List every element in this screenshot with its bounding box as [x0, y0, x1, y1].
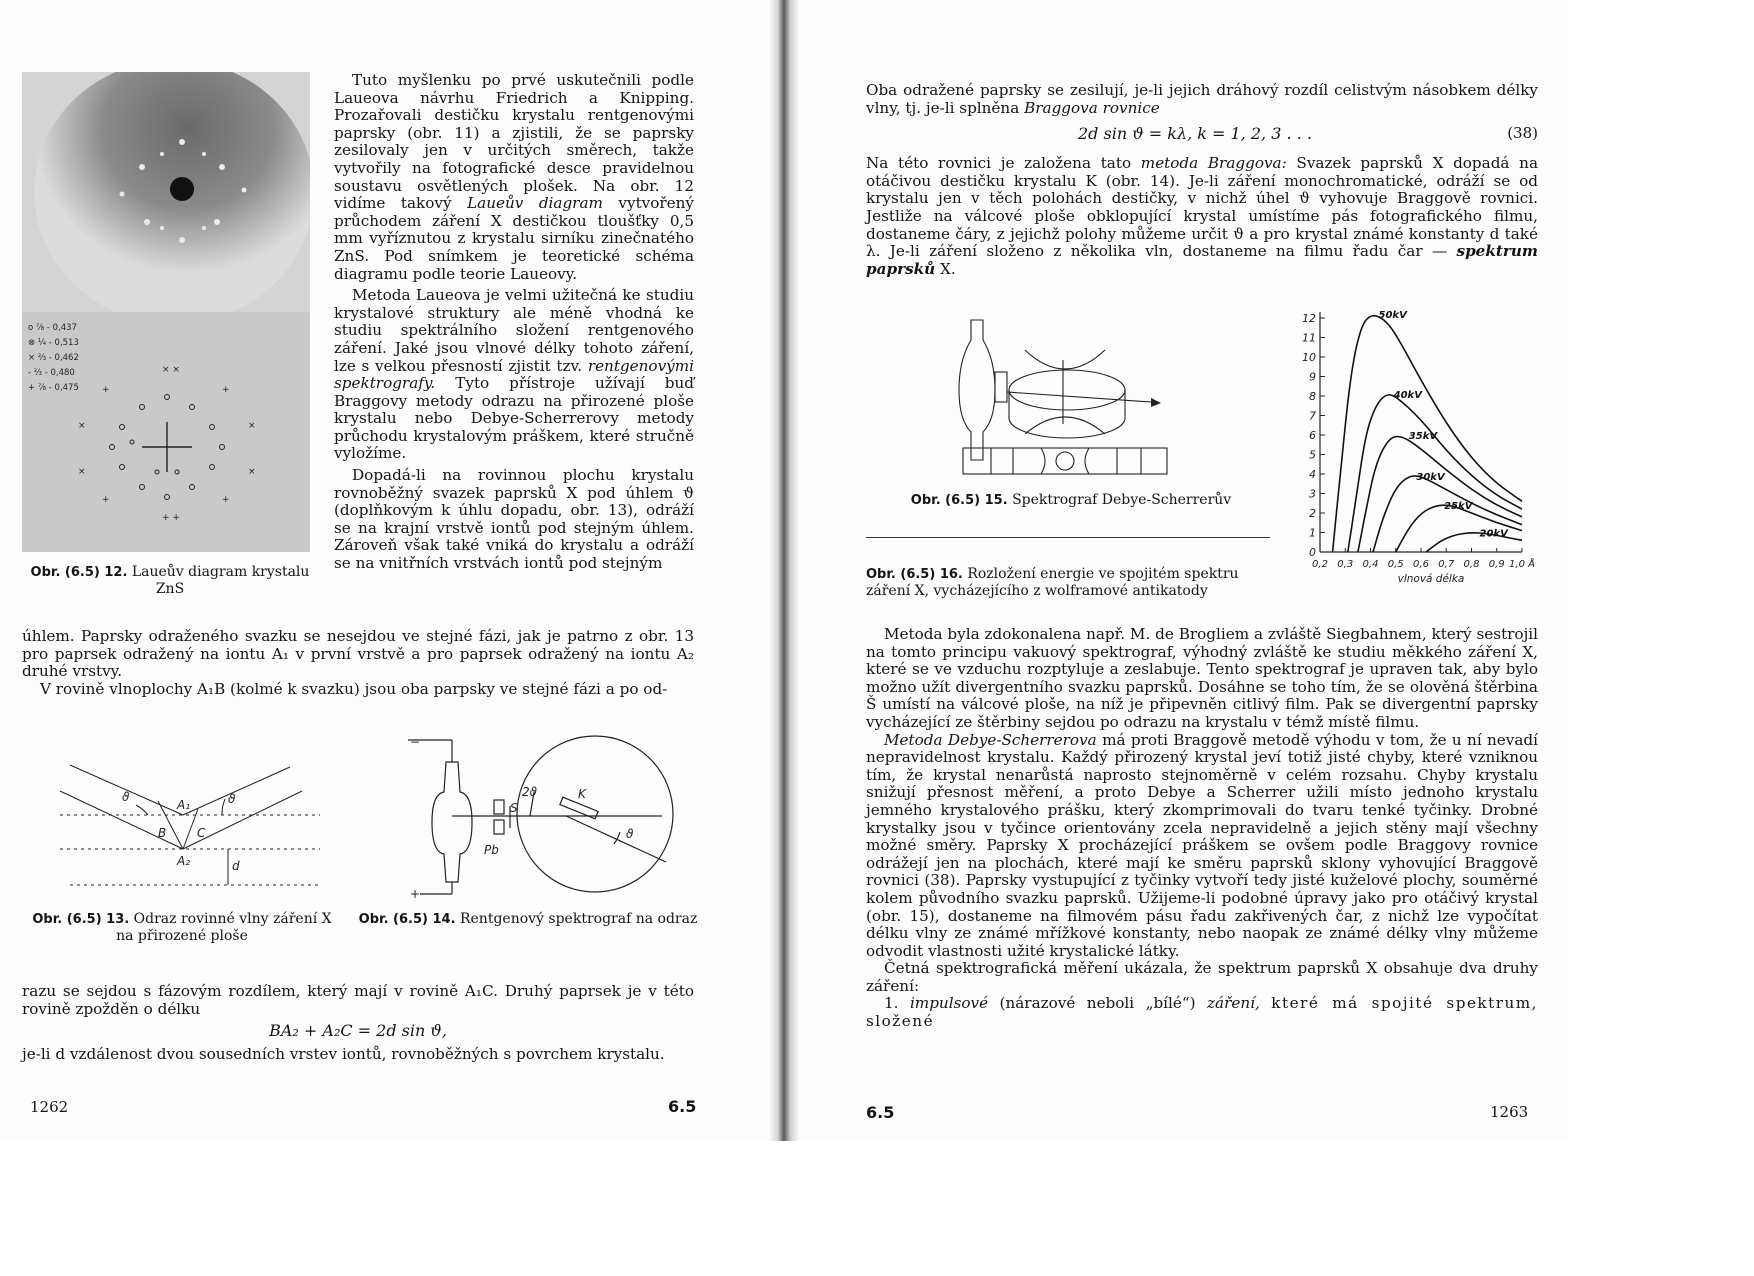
fig16-caption — [866, 566, 1286, 599]
caption-text: Odraz rovinné vlny záření X na přirozené ploše — [116, 911, 332, 944]
series-label: 20kV — [1479, 528, 1508, 540]
series-label: 40kV — [1393, 390, 1422, 402]
caption-text: Rozložení energie ve spojitém spektru záření X, vycházejícího z wolframové antikatody — [866, 566, 1239, 599]
paragraph: 1. impulsové (nárazové neboli „bílé“) záření, které má spojité spektrum, složené — [866, 994, 1539, 1031]
y-tick-label: 7 — [1309, 409, 1316, 423]
energy-spectrum-chart — [1290, 300, 1540, 600]
paragraph: Metoda Debye-Scherrerova má proti Braggově metodě výhodu v tom, že u ní nevadí nepravidelnost krystalu. Každý přirozený krystal jeví totiž jisté chyby, které vzniknou tím, že krystal nenarůstá naprosto stejnoměrně v celém rozsahu. Chyby krystalu snižují přesnost měření, a proto Debye a Scherrer užili místo jednoho krystalu jemného krystalového prášku, který zkomprimovali do tvaru tenké tyčinky. Drobné krystalky jsou v tyčince orientovány zcela nepravidelně a jejich stěny mají všechny možné směry. Paprsky X procházející práškem se ovšem podle Braggovy rovnice odrážejí jen na plochách, které mají ke směru paprsků sklony vyhovující Braggově rovnici (38). Paprsky vystupující z tyčinky vytvoří tedy jisté kuželové plochy, souměrné kolem původního svazku paprsků. Užijeme-li podobné úpravy jako pro otáčivý krystal (obr. 15), dostaneme na filmovém pásu řadu zakřivených čar, z nichž lze vypočítat délku vlny ze známé mřížkové konstanty, nebo naopak ze známé délky vlny můžeme odvodit vlastnosti užité krystalické látky. — [866, 730, 1539, 960]
svg-text:×: × — [248, 467, 256, 477]
svg-text:+ +: + + — [162, 513, 180, 523]
x-tick-label: 0,5 — [1387, 559, 1404, 570]
x-tick-label: 0,7 — [1438, 559, 1455, 570]
svg-text:+: + — [102, 385, 110, 395]
caption-label: Obr. (6.5) 15. — [910, 493, 1008, 508]
fig15-diagram — [955, 310, 1175, 480]
point-a1-label: A₁ — [177, 798, 191, 812]
left-column-text — [334, 72, 694, 573]
right-top-text — [866, 82, 1538, 278]
svg-text:×: × — [78, 467, 86, 477]
lead-shield-label: Pb — [484, 843, 499, 857]
svg-text:×: × — [78, 421, 86, 431]
bragg-equation: 2d sin ϑ = kλ, k = 1, 2, 3 . . . — [1078, 124, 1312, 144]
paragraph: Dopadá-li na rovinnou plochu krystalu rovnoběžný svazek paprsků X pod úhlem ϑ (doplňkovým k úhlu dopadu, obr. 13), odráží se na krajní vrstvě iontů pod stejným úhlem. Zároveň však také vniká do krystalu a odráží se na vnitřních vrstvách iontů pod stejným — [334, 466, 694, 573]
equation-number: (38) — [1507, 124, 1538, 143]
theta-label: ϑ — [122, 790, 130, 804]
laue-photograph — [22, 72, 310, 552]
minus-terminal-label: − — [410, 735, 421, 749]
caption-label: Obr. (6.5) 12. — [30, 565, 128, 580]
caption-label: Obr. (6.5) 14. — [358, 912, 456, 927]
distance-d-label: d — [232, 859, 240, 873]
y-tick-label: 1 — [1309, 526, 1316, 540]
fig13-diagram — [40, 745, 340, 900]
point-b-label: B — [158, 826, 167, 840]
left-full-text — [22, 628, 694, 698]
svg-text:×: × — [248, 421, 256, 431]
x-tick-label: 0,3 — [1337, 559, 1354, 570]
x-tick-label: 0,8 — [1463, 559, 1480, 570]
y-tick-label: 5 — [1309, 448, 1316, 462]
equation-row — [866, 123, 1538, 149]
caption-divider — [866, 537, 1270, 538]
section-number: 6.5 — [668, 1097, 697, 1116]
legend-entry: ⊗ ¼ - 0,513 — [28, 338, 79, 348]
book-spine — [768, 0, 800, 1141]
y-tick-label: 10 — [1302, 351, 1316, 364]
series-label: 50kV — [1378, 310, 1407, 322]
svg-text:+: + — [102, 495, 110, 505]
y-tick-label: 11 — [1302, 331, 1316, 345]
point-c-label: C — [197, 826, 206, 840]
x-tick-label: 1,0 Å — [1509, 559, 1535, 570]
series-label: 25kV — [1444, 501, 1473, 513]
fig15-caption — [866, 492, 1276, 509]
page-number: 1262 — [30, 1098, 69, 1116]
caption-text: Laueův diagram krystalu ZnS — [131, 564, 310, 597]
fig14-caption — [358, 911, 698, 928]
x-tick-label: 0,4 — [1362, 559, 1379, 570]
y-tick-label: 2 — [1309, 507, 1316, 520]
fig13-caption — [22, 911, 342, 944]
y-tick-label: 4 — [1309, 468, 1316, 481]
x-axis-label: vlnová délka — [1397, 573, 1465, 585]
legend-entry: × ⅔ - 0,462 — [28, 353, 79, 363]
series-label: 35kV — [1408, 431, 1438, 442]
caption-text: Spektrograf Debye-Scherrerův — [1012, 492, 1232, 508]
legend-entry: - ⅔ - 0,480 — [28, 368, 75, 378]
series-label: 30kV — [1416, 471, 1445, 483]
paragraph: Tuto myšlenku po prvé uskutečnili podle Laueova návrhu Friedrich a Knipping. Prozařovali destičku krystalu rentgenovými paprsky (obr. 11) a zjistili, že se paprsky zesilovaly jen v určitých směrech, takže vytvořily na fotografické desce pravidelnou soustavu osvětlených plošek. Na obr. 12 vidíme takový Laueův diagram vytvořený průchodem záření X destičkou tloušťky 0,5 mm vyříznutou z krystalu sirníku zinečnatého ZnS. Pod snímkem je teoretické schéma diagramu podle teorie Laueovy. — [334, 71, 695, 283]
svg-text:+: + — [222, 385, 230, 395]
legend-entry: + ⅞ - 0,475 — [28, 383, 79, 393]
right-bottom-text — [866, 626, 1538, 1031]
x-tick-label: 0,2 — [1312, 559, 1328, 570]
paragraph: Oba odražené paprsky se zesilují, je-li jejich dráhový rozdíl celistvým násobkem délky vlny, tj. je-li splněna Braggova rovnice — [866, 81, 1538, 117]
y-tick-label: 0 — [1309, 546, 1316, 559]
caption-label: Obr. (6.5) 16. — [866, 567, 963, 582]
legend-entry: o ⅞ - 0,437 — [28, 323, 77, 333]
paragraph: Metoda byla zdokonalena např. M. de Brogliem a zvláště Siegbahnem, který sestrojil na tomto principu vakuový spektrograf, výhodný zvláště ke studiu měkkého záření X, které se ve vzduchu rozptyluje a zeslabuje. Tento spektrograf je upraven tak, aby bylo možno užít divergentního svazku paprsků. Dosáhne se toho tím, že se olověná štěrbina Š umístí na válcové ploše, na níž je připevněn citlivý film. Pak se divergentní paprsky vycházející ze štěrbiny sejdou po odrazu na krystalu v témž místě filmu. — [866, 625, 1538, 731]
paragraph: je-li d vzdálenost dvou sousedních vrstev iontů, rovnoběžných s povrchem krystalu. — [22, 1044, 665, 1063]
paragraph: Metoda Laueova je velmi užitečná ke studiu krystalové struktury ale méně vhodná ke studiu spektrálního složení rentgenového záření. Jaké jsou vlnové délky tohoto záření, lze s velkou přesností zjistit tzv. rentgenovými spektrografy. Tyto přístroje užívají buď Braggovy metody odrazu na přirozené ploše krystalu nebo Debye-Scherrerovy metody průchodu krystalovým práškem, které stručně vyložíme. — [334, 286, 694, 463]
theta-label: ϑ — [228, 792, 236, 806]
section-number: 6.5 — [866, 1103, 895, 1122]
crystal-label: K — [578, 787, 586, 801]
slit-label: S — [510, 801, 518, 815]
fig14-diagram — [402, 732, 702, 904]
y-tick-label: 9 — [1309, 370, 1316, 384]
paragraph: úhlem. Paprsky odraženého svazku se nesejdou ve stejné fázi, jak je patrno z obr. 13 pro paprsek odražený na iontu A₁ v první vrstvě a pro paprsek odražený na iontu A₂ druhé vrstvy. — [22, 627, 694, 681]
two-theta-label: 2ϑ — [522, 785, 538, 799]
paragraph: Na této rovnici je založena tato metoda Braggova: Svazek paprsků X dopadá na otáčivou destičku krystalu K (obr. 14). Je-li záření monochromatické, odráží se od krystalu jen v těch polohách destičky, v nichž úhel ϑ vyhovuje Braggově rovnici. Jestliže na válcové ploše obklopující krystal umístíme pás fotografického filmu, dostaneme čáry, z jejichž polohy můžeme určit ϑ a pro krystal známé konstanty d také λ. Je-li záření složeno z několika vln, dostaneme na filmu řadu čar — spektrum paprsků X. — [866, 154, 1539, 278]
left-bottom-text — [22, 983, 694, 1063]
series-line — [1373, 476, 1522, 552]
paragraph: razu se sejdou s fázovým rozdílem, který mají v rovině A₁C. Druhý paprsek je v této rovině zpožděn o délku — [22, 982, 694, 1018]
theta-label: ϑ — [626, 827, 634, 841]
caption-label: Obr. (6.5) 13. — [32, 912, 130, 927]
plus-terminal-label: + — [410, 887, 421, 901]
x-tick-label: 0,6 — [1413, 559, 1429, 570]
svg-text:+: + — [222, 495, 230, 505]
paragraph: Četná spektrografická měření ukázala, že spektrum paprsků X obsahuje dva druhy záření: — [866, 959, 1538, 995]
point-a2-label: A₂ — [177, 854, 191, 868]
equation: BA₂ + A₂C = 2d sin ϑ, — [269, 1021, 447, 1041]
paragraph: V rovině vlnoplochy A₁B (kolmé k svazku) jsou oba parpsky ve stejné fázi a po od- — [40, 679, 668, 698]
fig12-caption — [22, 564, 318, 597]
svg-text:× ×: × × — [162, 365, 180, 375]
caption-text: Rentgenový spektrograf na odraz — [459, 911, 698, 927]
page-number: 1263 — [1490, 1103, 1529, 1121]
y-tick-label: 6 — [1309, 429, 1316, 442]
x-tick-label: 0,9 — [1488, 559, 1505, 570]
y-tick-label: 3 — [1309, 487, 1316, 501]
y-tick-label: 8 — [1309, 390, 1316, 403]
y-tick-label: 12 — [1302, 312, 1316, 325]
